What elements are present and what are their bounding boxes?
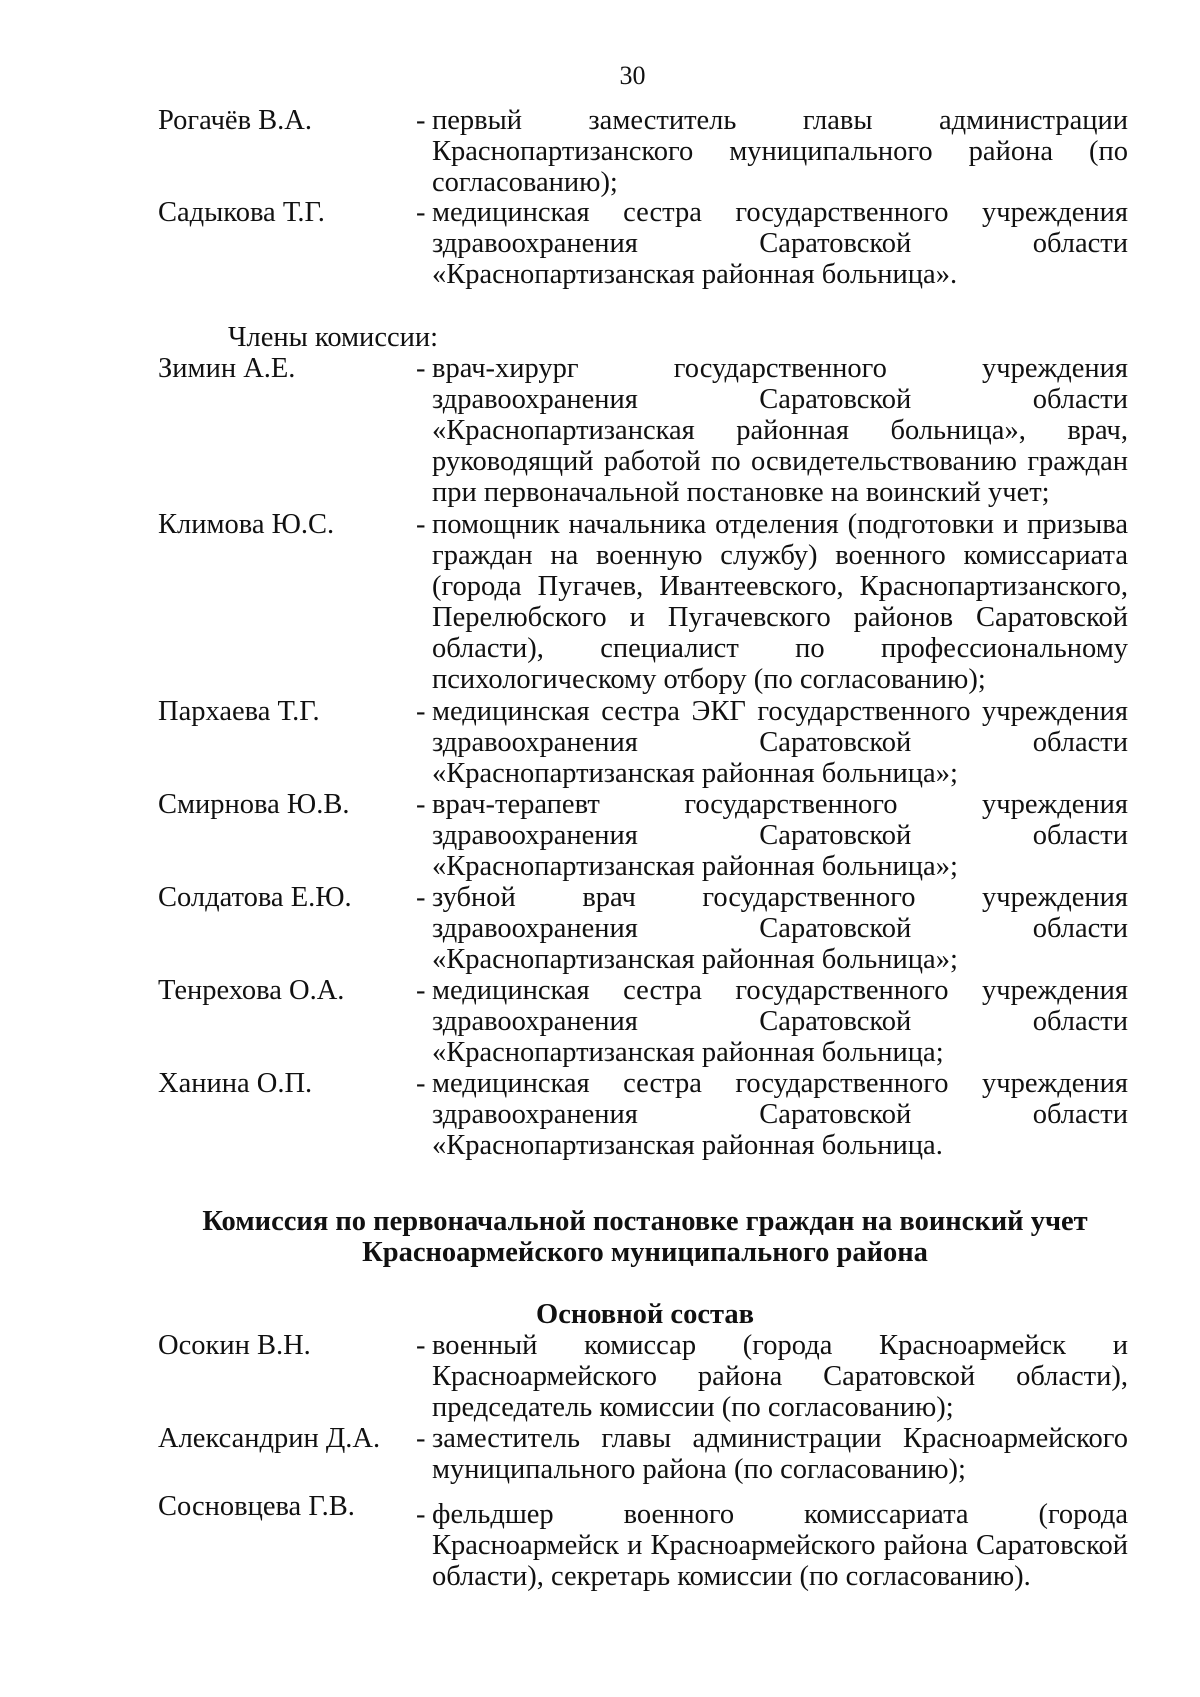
person-name: Осокин В.Н. [158,1330,311,1361]
person-name: Климова Ю.С. [158,509,335,540]
person-description: зубной врач государственного учреждения здравоохранения Саратовской области «Краснопартизанская районная больница»; [432,882,1128,975]
dash: - [416,789,426,820]
person-name: Тенрехова О.А. [158,975,345,1006]
main-staff-label: Основной состав [536,1299,754,1330]
dash: - [416,197,426,228]
dash: - [416,509,426,540]
dash: - [416,975,426,1006]
dash: - [416,105,426,136]
dash: - [416,696,426,727]
dash: - [416,1330,426,1361]
person-name: Зимин А.Е. [158,353,296,384]
commission-title-line-1: Комиссия по первоначальной постановке граждан на воинский учет [202,1206,1088,1237]
person-name: Пархаева Т.Г. [158,696,320,727]
dash: - [416,1423,426,1454]
person-name: Садыкова Т.Г. [158,197,325,228]
person-description: врач-терапевт государственного учреждения здравоохранения Саратовской области «Краснопартизанская районная больница»; [432,789,1128,882]
person-description: медицинская сестра государственного учреждения здравоохранения Саратовской области «Краснопартизанская районная больница. [432,1068,1128,1161]
person-name: Рогачёв В.А. [158,105,312,136]
person-description: врач-хирург государственного учреждения здравоохранения Саратовской области «Краснопартизанская районная больница», врач, руководящий работой по освидетельствованию граждан при первоначальной постановке на воинский учет; [432,353,1128,508]
person-description: медицинская сестра государственного учреждения здравоохранения Саратовской области «Краснопартизанская районная больница; [432,975,1128,1068]
person-description: заместитель главы администрации Красноармейского муниципального района (по согласованию); [432,1423,1128,1485]
person-description: помощник начальника отделения (подготовки и призыва граждан на военную службу) военного комиссариата (города Пугачев, Ивантеевского, Краснопартизанского, Перелюбского и Пугачевского районов Саратовской области), специалист по профессиональному психологическому отбору (по согласованию); [432,509,1128,695]
dash: - [416,882,426,913]
person-description: фельдшер военного комиссариата (города Красноармейск и Красноармейского района Саратовской области), секретарь комиссии (по согласованию). [432,1499,1128,1592]
page-number: 30 [619,61,646,90]
person-description: медицинская сестра ЭКГ государственного учреждения здравоохранения Саратовской области «Краснопартизанская районная больница»; [432,696,1128,789]
members-label: Члены комиссии: [228,322,439,353]
person-name: Ханина О.П. [158,1068,313,1099]
person-name: Смирнова Ю.В. [158,789,350,820]
person-description: военный комиссар (города Красноармейск и Красноармейского района Саратовской области), председатель комиссии (по согласованию); [432,1330,1128,1423]
dash: - [416,1068,426,1099]
person-name: Сосновцева Г.В. [158,1491,355,1522]
commission-title-line-2: Красноармейского муниципального района [362,1237,928,1268]
dash: - [416,353,426,384]
person-description: первый заместитель главы администрации Краснопартизанского муниципального района (по согласованию); [432,105,1128,198]
person-name: Солдатова Е.Ю. [158,882,352,913]
person-description: медицинская сестра государственного учреждения здравоохранения Саратовской области «Краснопартизанская районная больница». [432,197,1128,290]
person-name: Александрин Д.А. [158,1423,381,1454]
dash: - [416,1499,426,1530]
